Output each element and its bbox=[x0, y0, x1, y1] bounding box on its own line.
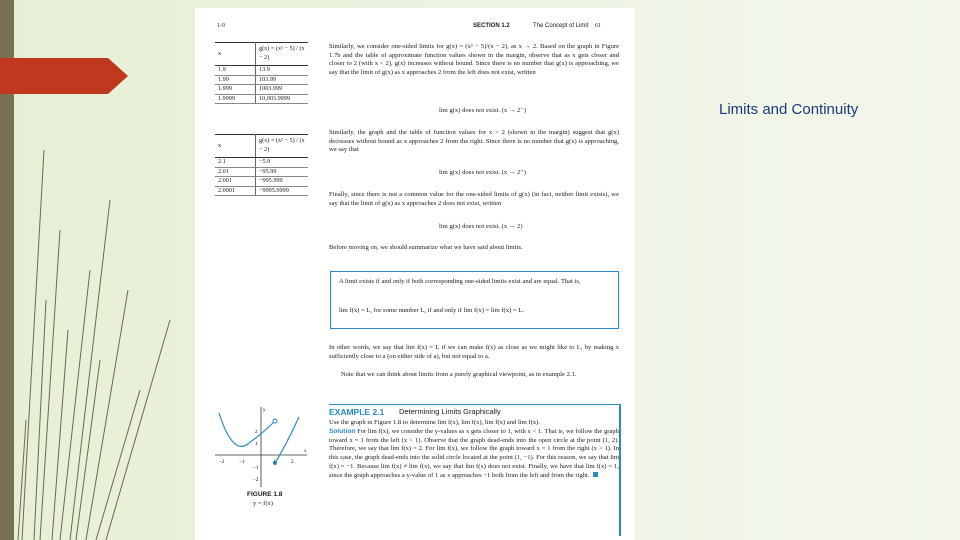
equation-left-limit: lim g(x) does not exist. (x → 2⁻) bbox=[439, 107, 526, 114]
solution-text: For lim f(x), we consider the y-values as x gets closer to 1, with x < 1. That is, we follow the graph toward x = 1 from the left (x < 1). Observe that the graph dead-ends into the open circle at the point (1, 2). Therefore, we say that lim f(x) = 2. For lim f(x), we follow the graph toward x = 1 from the right (x > 1). In this case, the graph dead-ends into the solid circle located at the point (1, −1). For this reason, we say that lim f(x) = −1. Because lim f(x) ≠ lim f(x), we say that lim f(x) does not exist. Finally, we have that lim f(x) = 1, since the graph approaches a y-value of 1 as x approaches −1 both from the left and from the right. bbox=[329, 427, 619, 479]
table-header: x bbox=[215, 43, 256, 66]
table-row: 1.9999 10,003.9999 bbox=[215, 94, 308, 104]
figure-caption: y = f(x) bbox=[253, 500, 273, 507]
table-row: 2.1 −5.9 bbox=[215, 158, 308, 168]
page-number: 61 bbox=[595, 23, 601, 29]
definition-equation: lim f(x) = L, for some number L, if and only if lim f(x) = lim f(x) = L. bbox=[339, 307, 524, 314]
tick-label: −1 bbox=[239, 460, 245, 465]
table-header: x bbox=[215, 135, 256, 158]
paragraph-two-sided: Finally, since there is not a common value for the one-sided limits of g(x) (in fact, neither limit exists), we say that the limit of g(x) as x approaches 2 does not exist, written bbox=[329, 191, 619, 207]
table-row: 2.0001 −9995.9999 bbox=[215, 186, 308, 196]
red-arrow-shape bbox=[0, 58, 130, 94]
tick-label: 1 bbox=[255, 442, 258, 447]
end-of-example-marker bbox=[593, 472, 598, 477]
textbook-page bbox=[195, 8, 635, 540]
value-table-right bbox=[215, 134, 308, 196]
equation-right-limit: lim g(x) does not exist. (x → 2⁺) bbox=[439, 169, 526, 176]
section-label: SECTION 1.2 bbox=[473, 23, 510, 29]
figure-label: FIGURE 1.8 bbox=[247, 491, 283, 498]
solution-label: Solution bbox=[329, 427, 356, 435]
example-side-rule bbox=[619, 404, 621, 536]
definition-text: A limit exists if and only if both corresponding one-sided limits exist and are equal. That is, bbox=[339, 278, 581, 285]
example-title: Determining Limits Graphically bbox=[399, 407, 501, 416]
table-header: g(x) = (x² − 5) / (x − 2) bbox=[256, 135, 309, 158]
paragraph-graphical: Note that we can think about limits from a purely graphical viewpoint, as in example 2.1. bbox=[341, 371, 577, 378]
paragraph-other-words: In other words, we say that lim f(x) = L if we can make f(x) as close as we might like to L, by making x sufficiently close to a (on either side of a), but not equal to a. bbox=[329, 344, 619, 360]
tick-label: −2 bbox=[219, 460, 225, 465]
paragraph-right-limit: Similarly, the graph and the table of function values for x > 2 (shown in the margin) suggest that g(x) decreases without bound as x approaches 2 from the right. Since there is no number that g(x) is approaching, we say that bbox=[329, 129, 619, 154]
tick-label: 1 bbox=[273, 460, 276, 465]
definition-box bbox=[330, 271, 619, 329]
axis-label-x: x bbox=[304, 449, 307, 454]
tick-label: 2 bbox=[255, 430, 258, 435]
tick-label: −2 bbox=[253, 478, 259, 483]
table-row: 1.999 1003.999 bbox=[215, 85, 308, 95]
table-row: 1.9 13.9 bbox=[215, 66, 308, 76]
tick-label: 2 bbox=[291, 460, 294, 465]
axis-label-y: y bbox=[263, 408, 266, 413]
table-row: 2.01 −95.99 bbox=[215, 167, 308, 177]
paragraph-left-limit: Similarly, we consider one-sided limits for g(x) = (x² − 5)/(x − 2), as x → 2. Based on the graph in Figure 1.7b and the table of approximate function values shown in the margin, observe that as x gets closer and closer to 2 (with x < 2), g(x) increases without bound. Since there is no number that g(x) is approaching, we say that the limit of g(x) as x approaches 2 from the left does not exist, written bbox=[329, 43, 619, 77]
function-graph bbox=[211, 403, 311, 489]
example-body bbox=[329, 419, 619, 481]
section-title: The Concept of Limit bbox=[533, 23, 589, 29]
tick-label: −1 bbox=[253, 466, 259, 471]
example-prompt: Use the graph in Figure 1.8 to determine lim f(x), lim f(x), lim f(x) and lim f(x). bbox=[329, 419, 540, 426]
example-label: EXAMPLE 2.1 bbox=[329, 407, 385, 417]
table-row: 1.99 103.99 bbox=[215, 75, 308, 85]
slide-title: Limits and Continuity bbox=[719, 101, 859, 118]
table-row: 2.001 −995.999 bbox=[215, 177, 308, 187]
page-label: 1-9 bbox=[217, 23, 225, 29]
example-header bbox=[329, 404, 619, 415]
value-table-left bbox=[215, 42, 308, 104]
table-header: g(x) = (x² − 5) / (x − 2) bbox=[256, 43, 309, 66]
paragraph-summary: Before moving on, we should summarize what we have said about limits. bbox=[329, 244, 523, 251]
equation-two-sided: lim g(x) does not exist. (x → 2) bbox=[439, 223, 523, 230]
